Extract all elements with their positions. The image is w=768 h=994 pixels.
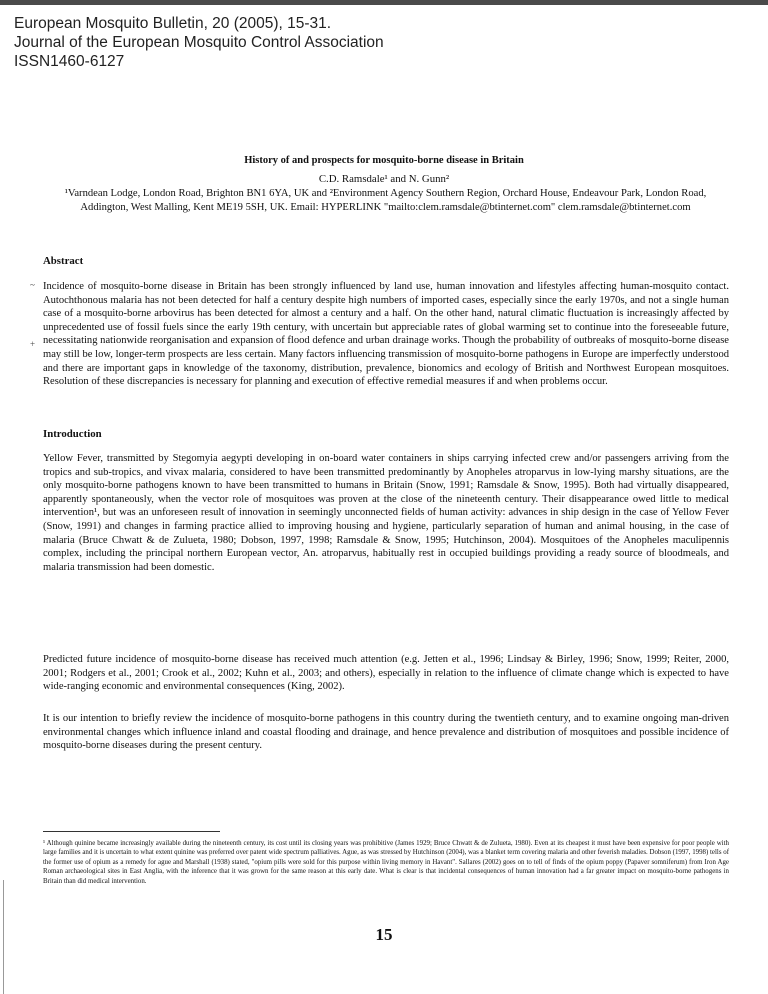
paper-title: History of and prospects for mosquito-borne disease in Britain — [244, 155, 524, 166]
journal-citation: European Mosquito Bulletin, 20 (2005), 15-31. — [14, 15, 332, 32]
introduction-paragraph-2: Predicted future incidence of mosquito-borne disease has received much attention (e.g. Jetten et al., 1996; Lindsay & Birley, 1996; Snow, 1999; Reiter, 2000, 2001; Rodgers et al., 2001; Crook et al., 2002; Kuhn et al., 2003; and others), especially in relation to the influence of climate change which is expected to have wide-ranging economic and environmental consequences (King, 2002). — [43, 654, 729, 693]
scan-edge-line — [3, 880, 4, 994]
introduction-paragraph-3: It is our intention to briefly review the incidence of mosquito-borne pathogens in this country during the twentieth century, and to examine ongoing man-driven environmental changes which influence inland and coastal flooding and drainage, and hence prevalence and distribution of mosquitoes and possible incidence of mosquito-borne diseases during the present century. — [43, 713, 729, 752]
page-number: 15 — [375, 925, 393, 944]
top-rule — [0, 0, 768, 5]
journal-name: Journal of the European Mosquito Control Association — [14, 34, 384, 51]
abstract-text: Incidence of mosquito-borne disease in Britain has been strongly influenced by land use, human innovation and lifestyles affecting human-mosquito contact. Autochthonous malaria has not been detected for half a century despite high numbers of imported cases, especially since the early 1970s, and not a single human case of a mosquito-borne arbovirus has been detected for almost a century and a half. On the other hand, natural climatic fluctuation is increasingly affected by unprecedented use of fossil fuels since the early 19th century, with uncertain but appreciable rates of global warming set to continue into the foreseeable future, necessitating nationwide reorganisation and expansion of flood defence and urban drainage works. Though the probability of outbreaks of mosquito-borne disease may still be low, longer-term prospects are less certain. Many factors influencing transmission of mosquito-borne pathogens in Europe are imperfectly understood and there are important gaps in knowledge of the taxonomy, distribution, prevalence, bionomics and ecology of British and Northwest European mosquitoes. Resolution of these discrepancies is necessary for planning and execution of effective remedial measures if and when problems occur. — [43, 281, 729, 388]
journal-header — [14, 14, 384, 71]
introduction-heading: Introduction — [43, 428, 102, 440]
abstract-heading: Abstract — [43, 255, 84, 267]
introduction-paragraph-1: Yellow Fever, transmitted by Stegomyia aegypti developing in on-board water containers in ships carrying infected crew and/or passengers arriving from the tropics and sub-tropics, and vivax malaria, considered to have been transmitted predominantly by Anopheles atroparvus in low-lying marshy situations, are the only mosquito-borne pathogens known to have been transmitted to humans in Britain (Snow, 1991; Ramsdale & Snow, 1995). Both had virtually disappeared, apparently spontaneously, when the vector role of mosquitoes was proven at the close of the nineteenth century. Their disappearance owed little to medical intervention¹, but was an unforeseen result of innovation in seemingly unconnected fields of human activity: advances in ship design in the case of Yellow Fever (Snow, 1991) and changes in farming practice allied to improving housing and hygiene, particularly separation of human and animal housing, in the case of malaria (Bruce Chwatt & de Zulueta, 1980; Dobson, 1997, 1998; Ramsdale & Snow, 1995; Hutchinson, 2004). Mosquitoes of the Anopheles maculipennis complex, including the principal northern European vector, An. atroparvus, habitually rest in occupied buildings providing a ready source of bloodmeals, and malaria transmission had been domestic. — [43, 453, 729, 573]
scan-mark-2: + — [30, 339, 36, 349]
journal-issn: ISSN1460-6127 — [14, 53, 125, 70]
footnote: ¹ Although quinine became increasingly available during the nineteenth century, its cost until its closing years was prohibitive (James 1929; Bruce Chwatt & de Zulueta, 1980). Even at its cheapest it must have been expensive for poor people with large families and it is uncertain to what extent quinine was preferred over patent wide spectrum palliatives. Ague, as was stressed by Hutchinson (2004), was a blanket term covering malaria and other feverish maladies. Dobson (1997, 1998) tells of the former use of opium as a remedy for ague and Marshall (1938) stated, "opium pills were sold for this purpose within living memory in Havant". Sallares (2002) goes on to tell of finds of the opium poppy (Papaver somniferum) from Iron Age Roman archaeological sites in East Anglia, with the inference that it was grown for the same reason at this early date. What is clear is that incidental consequences of human innovation had a far greater impact on mosquito-borne pathogens in Britain than did medical intervention. — [43, 840, 729, 885]
footnote-rule — [43, 831, 220, 832]
scan-mark-1: ~ — [30, 280, 35, 290]
author-affiliation: ¹Varndean Lodge, London Road, Brighton BN1 6YA, UK and ²Environment Agency Southern Region, Orchard House, Endeavour Park, London Road, Addington, West Malling, Kent ME19 5SH, UK. Email: HYPERLINK "mailto:clem.ramsdale@btinternet.com" clem.ramsdale@btinternet.com — [64, 188, 707, 213]
paper-authors: C.D. Ramsdale¹ and N. Gunn² — [318, 173, 450, 185]
